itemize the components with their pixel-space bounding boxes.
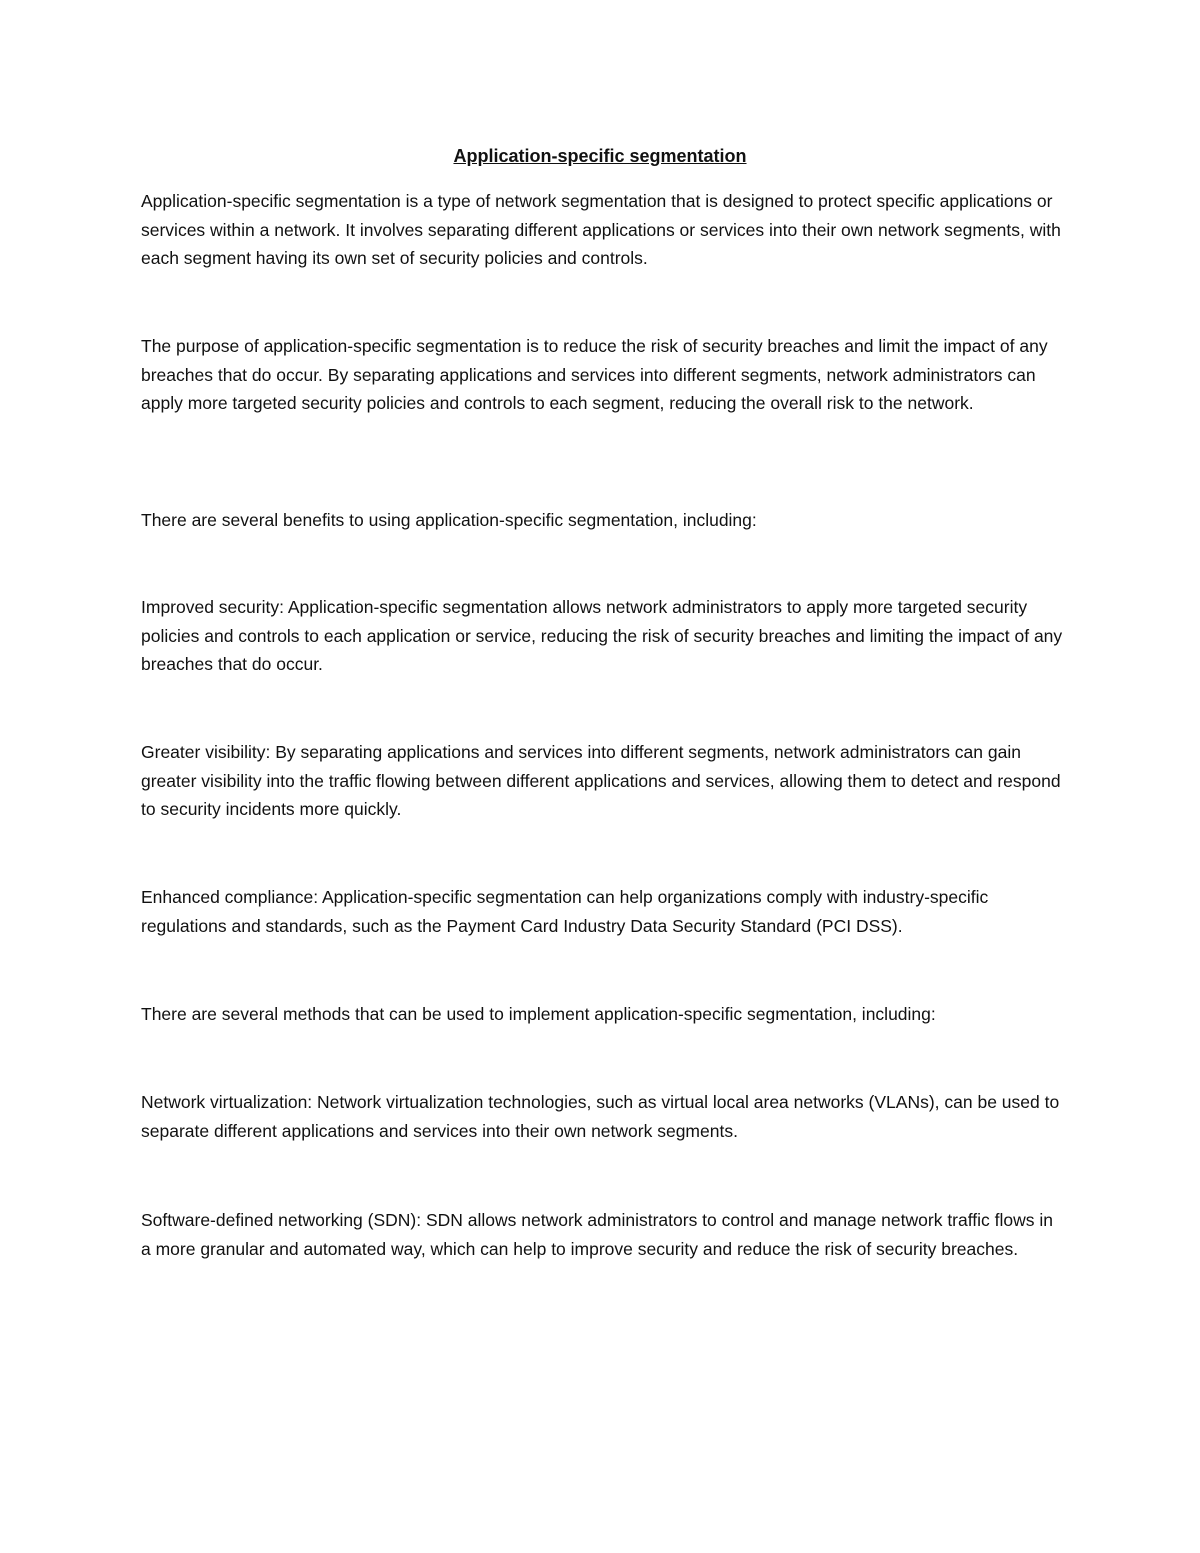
paragraph-sdn: Software-defined networking (SDN): SDN allows network administrators to control and manage network traffic flows in a more granular and automated way, which can help to improve security and reduce the risk of security breaches.	[141, 1210, 1054, 1259]
paragraph-benefits-intro: There are several benefits to using application-specific segmentation, including:	[141, 510, 757, 530]
paragraph-network-virtualization: Network virtualization: Network virtualization technologies, such as virtual local area networks (VLANs), can be used to separate different applications and services into their own network segments.	[141, 1092, 1060, 1141]
paragraph-definition: Application-specific segmentation is a type of network segmentation that is designed to protect specific applications or services within a network. It involves separating different applications or services into their own network segments, with each segment having its own set of security policies and controls.	[141, 191, 1061, 268]
paragraph-improved-security: Improved security: Application-specific segmentation allows network administrators to apply more targeted security policies and controls to each application or service, reducing the risk of security breaches and limiting the impact of any breaches that do occur.	[141, 597, 1063, 674]
paragraph-greater-visibility: Greater visibility: By separating applications and services into different segments, network administrators can gain greater visibility into the traffic flowing between different applications and services, allowing them to detect and respond to security incidents more quickly.	[141, 742, 1061, 819]
paragraph-methods-intro: There are several methods that can be used to implement application-specific segmentation, including:	[141, 1004, 936, 1024]
document-title: Application-specific segmentation	[453, 146, 747, 166]
paragraph-enhanced-compliance: Enhanced compliance: Application-specific segmentation can help organizations comply with industry-specific regulations and standards, such as the Payment Card Industry Data Security Standard (PCI DSS).	[141, 887, 989, 936]
paragraph-purpose: The purpose of application-specific segmentation is to reduce the risk of security breaches and limit the impact of any breaches that do occur. By separating applications and services into different segments, network administrators can apply more targeted security policies and controls to each segment, reducing the overall risk to the network.	[141, 336, 1048, 413]
